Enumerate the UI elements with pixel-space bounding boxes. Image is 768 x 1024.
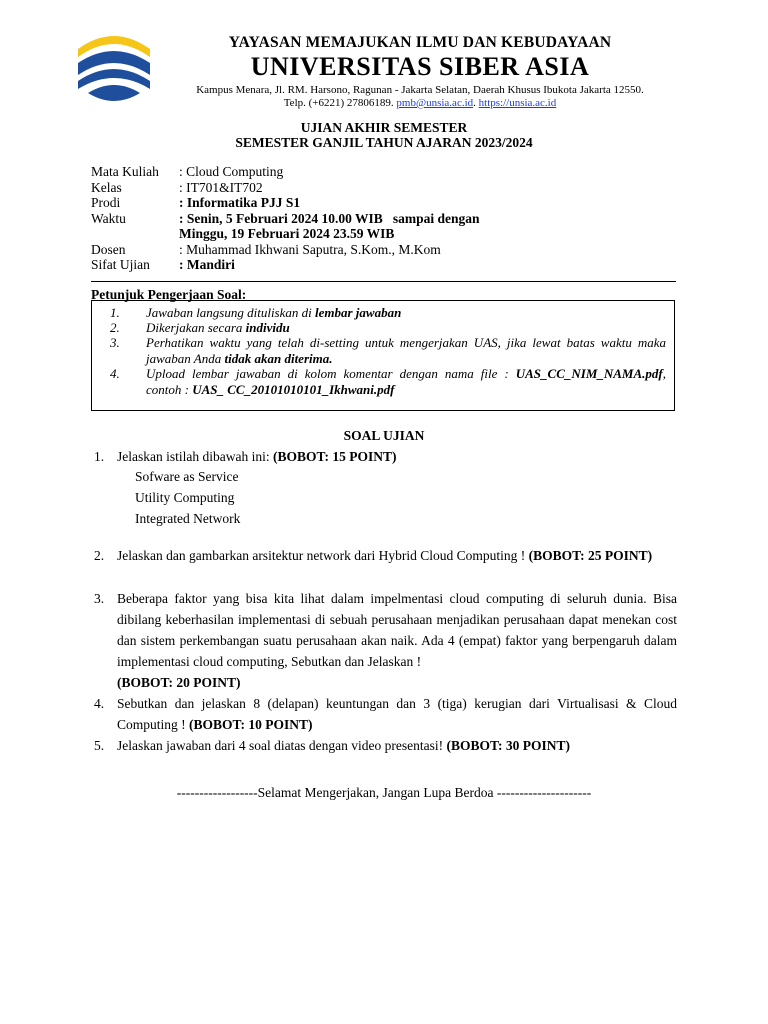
foundation-name: YAYASAN MEMAJUKAN ILMU DAN KEBUDAYAAN [228,34,612,51]
phone: Telp. (+6221) 27806189. [283,97,394,109]
info-value: : Informatika PJJ S1 [179,195,301,210]
info-label: Dosen [91,241,126,257]
info-value: : Mandiri [179,257,235,272]
closing-message: ------------------Selamat Mengerjakan, Jangan Lupa Berdoa --------------------- [176,785,592,800]
info-row-dosen [91,242,691,258]
info-label: Sifat Ujian [91,257,150,272]
question-1-sub-item: Sofware as Service [135,469,239,484]
question-1: 1. Jelaskan istilah dibawah ini: (BOBOT: 15 POINT) [94,449,397,464]
question-3: 3. Beberapa faktor yang bisa kita lihat dalam impelmentasi cloud computing di seluruh dunia. Bisa dibilang keberhasilan implementasi di sebuah perusahaan menjadikan perusahaan dapat menekan cost dan sistem perkembangan suatu perusahaan akan naik. Ada 4 (empat) faktor yang berpengaruh dalam implementasi cloud computing, Sebutkan dan Jelaskan ! (BOBOT: 20 POINT) [94,591,677,690]
contact-line: Telp. (+6221) 27806189. pmb@unsia.ac.id. https://unsia.ac.id [283,97,557,109]
instruction-item: 2. Dikerjakan secara individu [110,320,290,335]
exam-title: UJIAN AKHIR SEMESTER [300,120,468,135]
exam-info [91,164,691,273]
question-4: 4. Sebutkan dan jelaskan 8 (delapan) keuntungan dan 3 (tiga) kerugian dari Virtualisasi & Cloud Computing ! (BOBOT: 10 POINT) [94,696,677,732]
divider [91,281,676,282]
letterhead [160,34,680,110]
info-row-waktu [91,211,691,227]
question-1-sub-item: Utility Computing [135,490,235,505]
question-5: 5. Jelaskan jawaban dari 4 soal diatas dengan video presentasi! (BOBOT: 30 POINT) [94,738,571,753]
info-row-sifat [91,257,691,273]
info-label: Kelas [91,179,122,195]
exam-semester: SEMESTER GANJIL TAHUN AJARAN 2023/2024 [235,135,533,150]
university-logo-icon [74,33,154,105]
info-value: : IT701&IT702 [179,179,263,195]
questions-title: SOAL UJIAN [343,428,425,443]
website-link[interactable]: https://unsia.ac.id [478,97,557,109]
question-2: 2. Jelaskan dan gambarkan arsitektur network dari Hybrid Cloud Computing ! (BOBOT: 25 POINT) [94,548,653,563]
university-name: UNIVERSITAS SIBER ASIA [250,52,590,81]
instruction-item: 3. Perhatikan waktu yang telah di-setting untuk mengerjakan UAS, jika lewat batas waktu maka jawaban Anda tidak akan diterima. [110,335,666,366]
info-label: Waktu [91,210,126,226]
instruction-item: 1. Jawaban langsung dituliskan di lembar jawaban [110,305,402,320]
address: Kampus Menara, Jl. RM. Harsono, Ragunan - Jakarta Selatan, Daerah Khusus Ibukota Jakarta 12550. [196,84,644,96]
info-row-kelas [91,180,691,196]
info-value: : Muhammad Ikhwani Saputra, S.Kom., M.Kom [179,241,441,257]
instructions-box [91,300,675,411]
instructions-title: Petunjuk Pengerjaan Soal: [91,287,247,302]
email-link[interactable]: pmb@unsia.ac.id [396,97,474,109]
info-waktu-end: Minggu, 19 Februari 2024 23.59 WIB [179,226,395,241]
question-1-sub-item: Integrated Network [135,511,241,526]
info-label: Mata Kuliah [91,164,159,179]
info-value: : Cloud Computing [179,164,284,179]
info-row-prodi [91,195,691,211]
info-value: : Senin, 5 Februari 2024 10.00 WIB sampai dengan [179,210,480,226]
info-row-mata-kuliah [91,164,691,180]
instruction-item: 4. Upload lembar jawaban di kolom komentar dengan nama file : UAS_CC_NIM_NAMA.pdf, contoh : UAS_ CC_20101010101_Ikhwani.pdf [110,366,666,397]
info-label: Prodi [91,195,121,210]
